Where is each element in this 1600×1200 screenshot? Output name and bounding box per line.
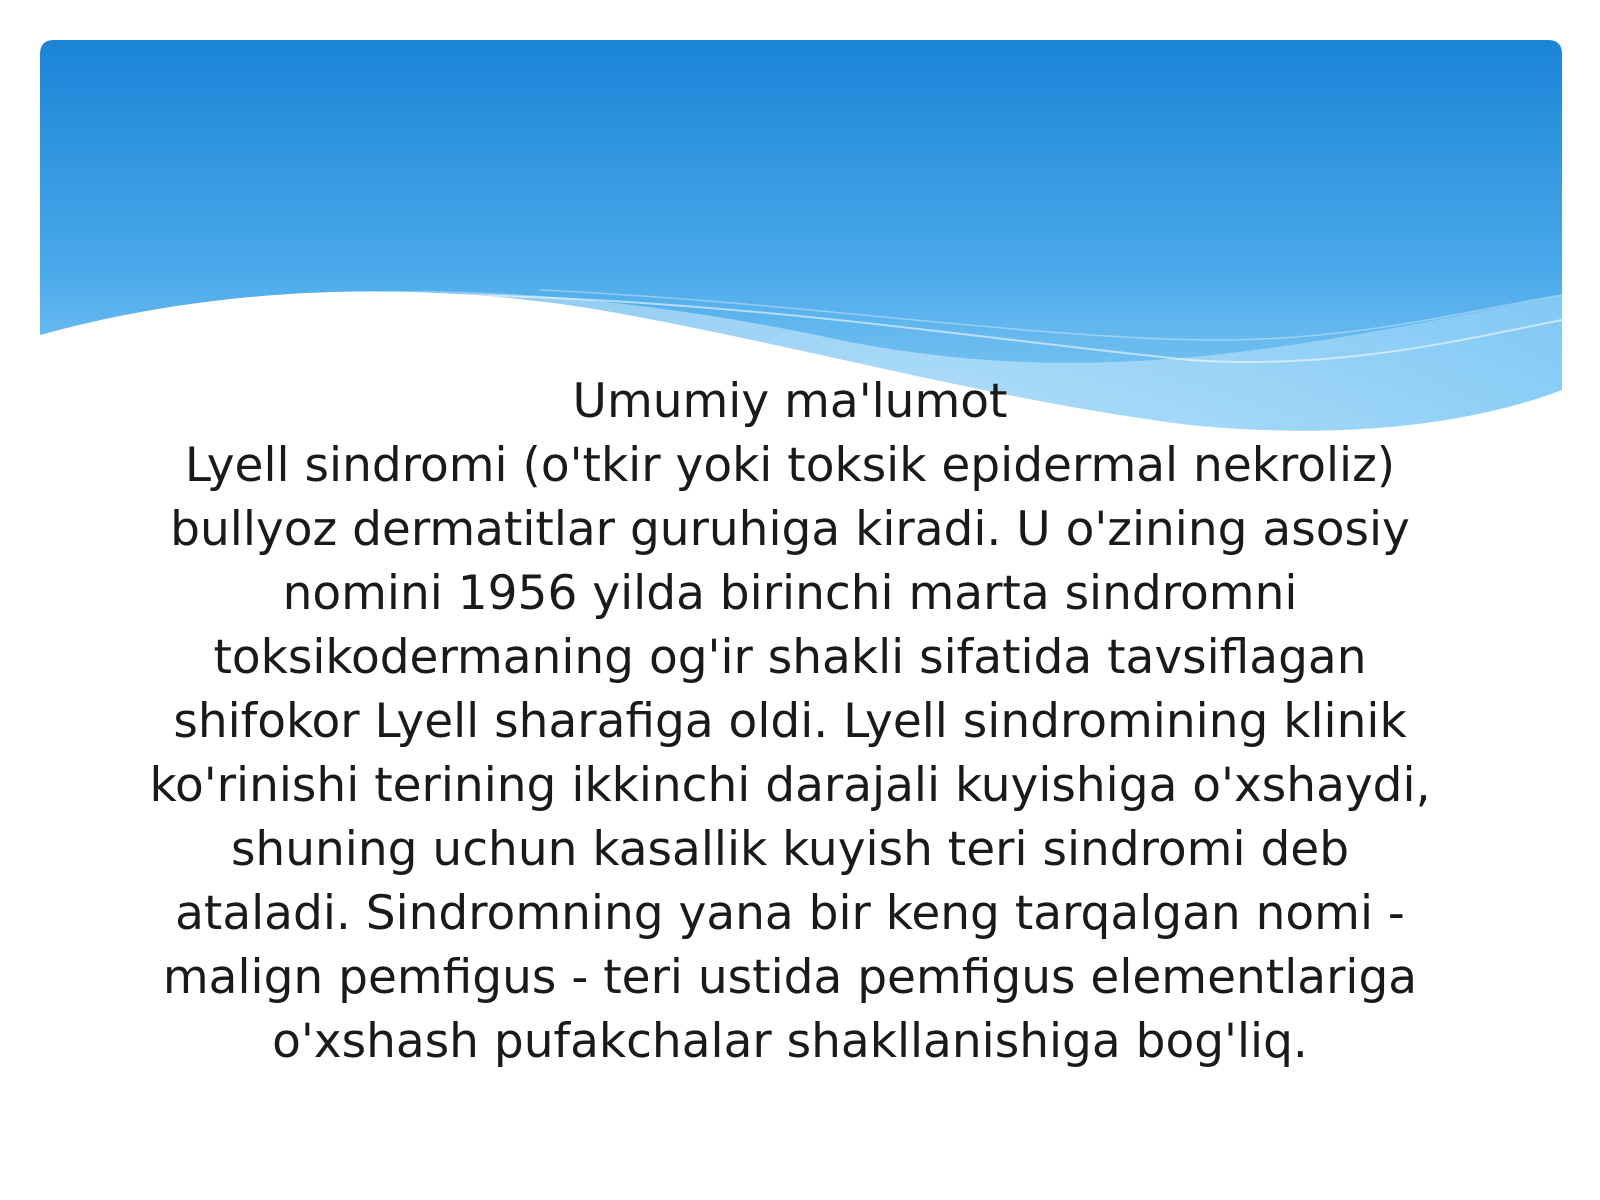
slide-title: Umumiy ma'lumot [572, 374, 1008, 429]
slide-body-text: Lyell sindromi (o'tkir yoki toksik epidermal nekroliz) bullyoz dermatitlar guruhiga kiradi. U o'zining asosiy nomini 1956 yilda birinchi marta sindromni toksikodermaning og'ir shakli sifatida tavsiflagan shifokor Lyell sharafiga oldi. Lyell sindromining klinik ko'rinishi terining ikkinchi darajali kuyishiga o'xshaydi, shuning uchun kasallik kuyish teri sindromi deb ataladi. Sindromning yana bir keng tarqalgan nomi - malign pemfigus - teri ustida pemfigus elementlariga o'xshash pufakchalar shakllanishiga bog'liq. [149, 438, 1431, 1069]
slide-content [130, 370, 1450, 1074]
